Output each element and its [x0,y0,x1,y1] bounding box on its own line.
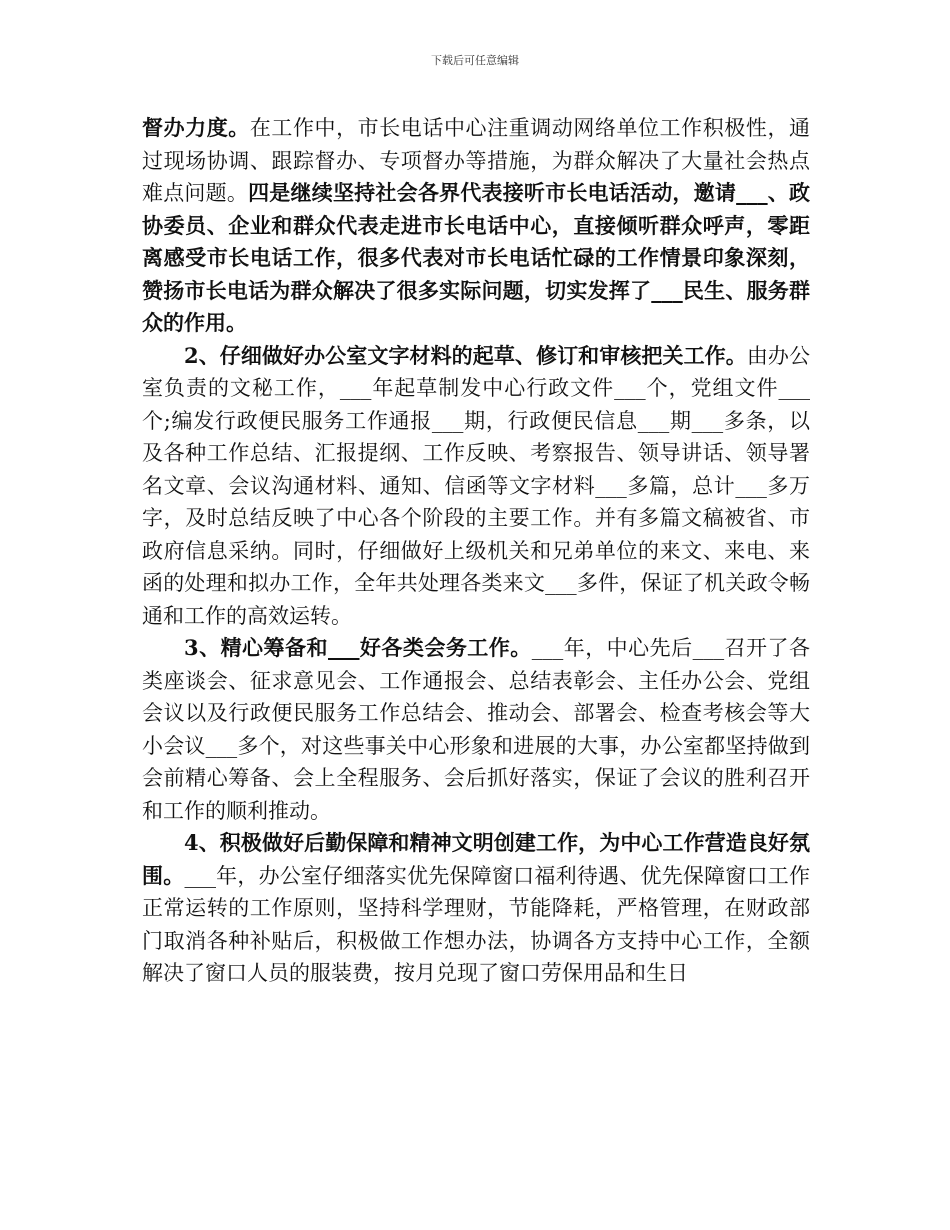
paragraph-lead: 3、精心筹备和___好各类会务工作。 [184,635,532,660]
paragraph-text: 在工作中，市长电话中心注重调动网络单位工作积极性，通过现场协调、跟踪督办、专项督办等措施，为群众解决了大量社会热点难点问题。 [142,116,811,205]
paragraph-text: ___年，办公室仔细落实优先保障窗口福利待遇、优先保障窗口工作正常运转的工作原则，坚持科学理财，节能降耗，严格管理，在财政部门取消各种补贴后，积极做工作想办法，协调各方支持中心工作，全额解决了窗口人员的服装费，按月兑现了窗口劳保用品和生日 [142,863,811,985]
paragraph-text: ___年，中心先后___召开了各类座谈会、征求意见会、工作通报会、总结表彰会、主任办公会、党组会议以及行政便民服务工作总结会、推动会、部署会、检查考核会等大小会议___多个，对这些事关中心形象和进展的大事，办公室都坚持做到会前精心筹备、会上全程服务、会后抓好落实，保证了会议的胜利召开和工作的顺利推动。 [142,636,810,823]
paragraph-documents [142,340,810,633]
paragraph-lead: 督办力度。 [142,115,250,140]
paragraph-logistics [142,827,810,990]
paragraph-text: 由办公室负责的文秘工作，___年起草制发中心行政文件___个，党组文件___个;编发行政便民服务工作通报___期，行政便民信息___期___多条，以及各种工作总结、汇报提纲、工作反映、考察报告、领导讲话、领导署名文章、会议沟通材料、通知、信函等文字材料___多篇，总计___多万字，及时总结反映了中心各个阶段的主要工作。并有多篇文稿被省、市政府信息采纳。同时，仔细做好上级机关和兄弟单位的来文、来电、来函的处理和拟办工作，全年共处理各类来文___多件，保证了机关政令畅通和工作的高效运转。 [142,343,810,628]
paragraph-lead: 4、积极做好后勤保障和精神文明创建工作，为中心工作营造良好氛围。 [142,830,810,888]
paragraph-supervision [142,112,810,340]
document-body [142,112,810,990]
page-header: 下载后可任意编辑 [431,54,519,67]
paragraph-meetings [142,632,810,827]
paragraph-lead: 2、仔细做好办公室文字材料的起草、修订和审核把关工作。 [184,342,747,368]
paragraph-bold-text: 四是继续坚持社会各界代表接听市长电话活动，邀请___、政协委员、企业和群众代表走进市长电话中心，直接倾听群众呼声，零距离感受市长电话工作，很多代表对市长电话忙碌的工作情景印象深刻，赞扬市长电话为群众解决了很多实际问题，切实发挥了___民生、服务群众的作用。 [142,180,811,335]
